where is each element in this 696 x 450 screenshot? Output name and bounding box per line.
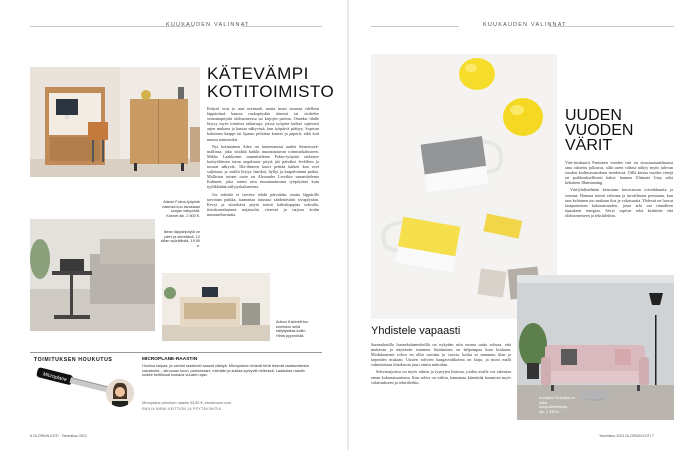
caption-side-table: Ikean läppäripöytä on pieni ja siirreltävä, 12 sillan syönttikstä, 19,90 e. [160, 230, 200, 248]
tip-box [30, 352, 322, 421]
colors-paragraph-1: Väri-instituutti Pantonen vuoden väri on sisustusmaailmassa aina odotettu julkistus, sillä usein valinta näkyy myös tulevan vuoden kodinsisustuksen trendeissä. Tällä kertaa vuoden värejä on poikkeuksellisesti kaksi: harmaa Ultimate Gray sekä keltainen Illuminating. [565, 160, 673, 186]
tip-credit: Microplane premium raastin 33,50 €, stockmann.com [142, 401, 232, 405]
colors-title-line2: VUODEN [565, 122, 634, 139]
right-page [349, 0, 696, 450]
photo-fokus-cabinet [30, 67, 200, 177]
editor-avatar [106, 379, 134, 407]
svg-text:Microplane: Microplane [42, 371, 68, 384]
left-header-rule-right [242, 26, 322, 27]
caption-kabinett: Adeon Kabinett tuo toimiston sekä säilytystilaa kotiin. Hinta pyynnöstä. [276, 320, 309, 338]
right-footer: Tammikuu 2021 GLORIAN KOTI 7 [599, 434, 654, 438]
photo-laptop-side-table [30, 219, 155, 331]
photo-kabinett [162, 273, 270, 341]
article-title-line1: KÄTEVÄMPI [207, 64, 309, 83]
article-paragraph-1: Etätyöt ovat jo uusi normaali, mutta moni sisustaa edelleen läppäriinsä kanssa ruokapöydän ääressä tai virittelee seinomapöytää olohuoneessa tai kirjojen parista. Onneksi tilalle löytyy myös toimivia ratkaisuja, joissa työpiste kulkee sujuvasti arjen mukana ja katoaa näkyvistä, kun työpäivä päättyy. Sopivan kokoinen kaappi tai lipasto piilottaa koneet ja paperit, eikä koti muutu toimistoksi. [207, 106, 319, 142]
article-body [207, 106, 319, 258]
left-footer: 6 GLORIAN KOTI · Tammikuu 2021 [30, 434, 88, 438]
article-title-line2: KOTITOIMISTO [207, 82, 335, 101]
article-paragraph-3: Jos etätöitä ei tarvitse tehdä päivittäin, mutta läppärille tarvitaan paikka, kannattaa tutustua säädettävään sivupöytään. Kevyt ja siirreltävä pöytä toimii kahvikuppina sohvalla, tietokonealustana nojatuolin vieressä ja tarjoaa kodin muunneltavuutta. [207, 191, 319, 217]
tip-signature: EMILIA NIEMI KEITTIÖN JA PÖYTÄVIINITIA [142, 407, 222, 411]
right-header-rule [371, 26, 459, 27]
sofa-paragraph-2: Sohvasarjoissa on myös rahien ja tyynyjen lisäosia, joiden avulla voi rakentaa oman kokonaisuutensa. Kun sohva on valittu, kannattaa kiinnittää huomiota myös valaistukseen ja tekstiileihin. [371, 369, 511, 385]
tip-text: Huoltoa kaipaa, ja vanhat raastimet saavat väistyä. Microplanen terävät terät tekevät raastamisesta vaivatonta – sitruunan kuori, parmesaani, inkivääri ja suklaa syntyvät hetkessä. Laadukas raastin kulkee keittiössä mukana vuosien ajan. [142, 364, 309, 378]
tip-box-label: TOIMITUKSEN HOUKUTUS [34, 357, 113, 363]
colors-title-line1: UUDEN [565, 107, 622, 124]
article-paragraph-2: Nyt kotimainen Adea on lanseerannut uuden Smartwork-mallinsa, joka sisältää kaikki muuntautuvan toimistokalusteen. Mikko Laakkonen suunnittelema Fokus-työpiste ratkaisee kotityöläisten tutun ongelman: pöytä jää päiväksi levälleen ja tavarat näkyvät. Tila-ihmeen kuori peittää kaiken kun ovet suljetaan, ja sisältä löytyy laatikot, hyllyt ja kaapeloinnin paikat. Malliston toinen tuote on Alexander Lervikin suunnittelema Kabinett, joka toimii niin muuntautuvana työpöytänä kuin tyylikkäänä säilytyskalusteena. [207, 143, 319, 190]
caption-cabinet: Adeon Fokus-työpiste naamioi kuu lavastaan suojan näkyvistä. Kannet alk. 2 500 €. [162, 200, 200, 218]
colors-title-line3: VÄRIT [565, 137, 613, 154]
right-section-label: KUUKAUDEN VALINNAT [483, 22, 567, 28]
left-page [0, 0, 347, 450]
colors-paragraph-2: Värilyhdistelmän kerrotaan kuvastavan toiveikkuutta ja voimaa. Harmaa toimii vahvana ja turvallisena perustana, kun taas keltainen tuo mukaan iloa ja valoisuutta. Yhdessä ne luovat tasapainoisen kokonaisuuden, jossa arki saa rinnalleen ripauksen energiaa. Sävyt sopivat sekä keittiöön että olohuoneeseen ja tekstiileihin. [565, 187, 673, 218]
tip-product-name: MICROPLANE-RAASTIN [142, 357, 198, 362]
right-header-rule-right [549, 26, 674, 27]
colors-body [565, 160, 673, 260]
sofa-article-body [371, 342, 511, 424]
sofa-caption: Kohtalon Sohvista on pitkä sävyvaihtoehtoja, alk. 2 349 e. [539, 396, 575, 414]
sofa-article-title: Yhdistele vapaasti [371, 325, 461, 337]
sofa-paragraph-1: Suomalaisilla huonekalumerkeillä on nykyään niin monta uutta sohvaa, että mukavan ja näyttävän istuimen löytäminen on helpompaa kuin koskaan. Modulaarinen sohva on ollut suosittu jo vuosia, koska se muuntuu tilan ja tarpeiden mukaan. Uusien sohvien kangasvalikoima on laaja, ja moni malli valmistetaan tilauksesta juuri omiin mittoihin. [371, 342, 511, 368]
left-section-label: KUUKAUDEN VALINNAT [166, 22, 250, 28]
